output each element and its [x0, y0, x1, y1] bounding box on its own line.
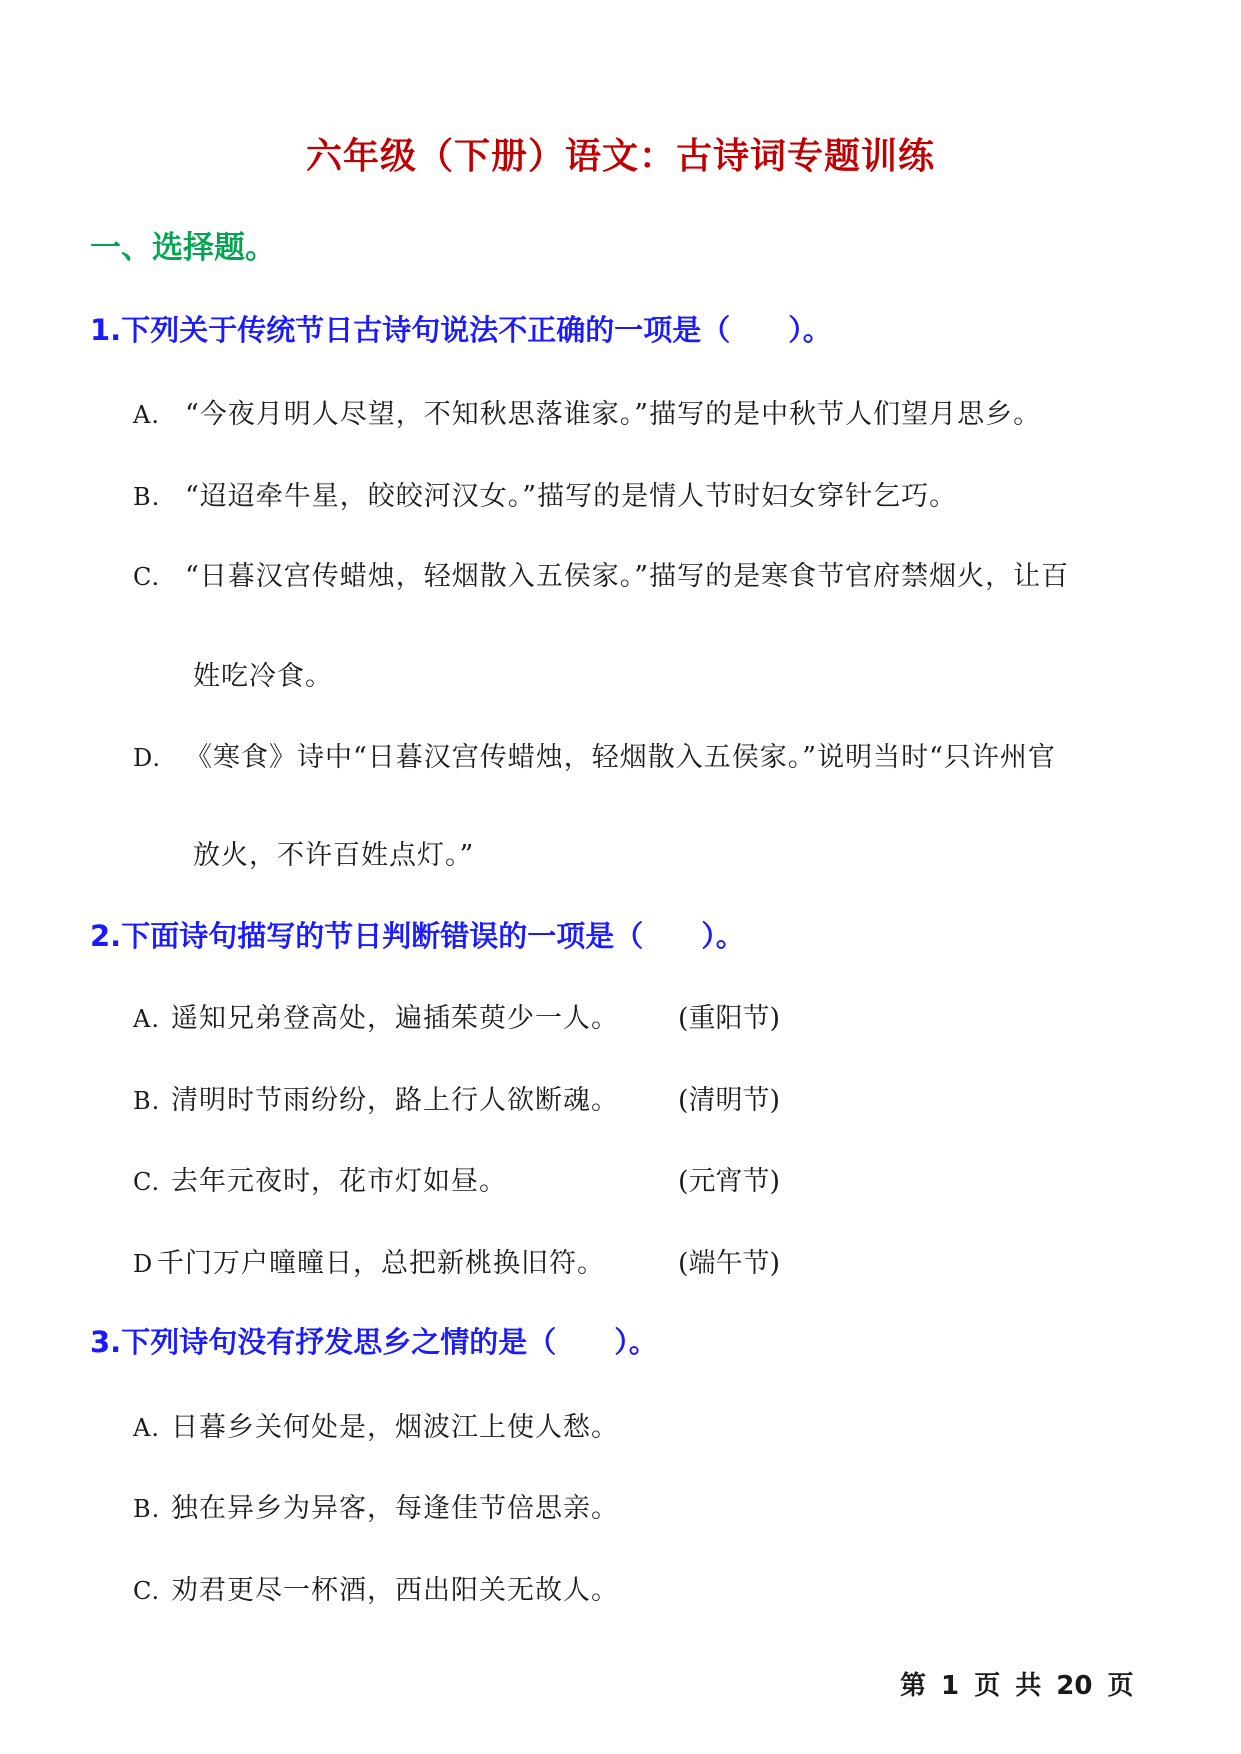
question-3-option-c: [133, 1568, 619, 1607]
question-3-option-a: [133, 1405, 619, 1444]
option-letter: A.: [133, 401, 160, 429]
option-text: 独在异乡为异客，每逢佳节倍思亲。: [171, 1493, 619, 1524]
question-3-stem: 3.下列诗句没有抒发思乡之情的是（ ）。: [90, 1325, 658, 1359]
option-letter: D.: [133, 744, 162, 772]
option-text: 遥知兄弟登高处，遍插茱萸少一人。: [171, 1003, 619, 1034]
option-text: 千门万户曈曈日，总把新桃换旧符。: [157, 1248, 605, 1279]
option-text: “迢迢牵牛星，皎皎河汉女。”描写的是情人节时妇女穿针乞巧。: [185, 481, 958, 512]
option-letter: A.: [133, 1005, 160, 1033]
question-2-option-d: [133, 1241, 605, 1280]
option-letter: C.: [133, 1168, 161, 1196]
option-letter: B.: [133, 1087, 161, 1115]
section-heading: 一、选择题。: [90, 230, 276, 266]
question-2-option-c: [133, 1159, 507, 1198]
option-letter: D: [133, 1250, 154, 1278]
option-text: 劝君更尽一杯酒，西出阳关无故人。: [171, 1575, 619, 1606]
option-text: 《寒食》诗中“日暮汉宫传蜡烛，轻烟散入五侯家。”说明当时“只许州官: [185, 742, 1056, 773]
option-letter: B.: [133, 1495, 161, 1523]
option-letter: B.: [133, 483, 161, 511]
option-text: 清明时节雨纷纷，路上行人欲断魂。: [171, 1085, 619, 1116]
question-2-option-c-festival: (元宵节): [678, 1166, 781, 1197]
option-text: 去年元夜时，花市灯如昼。: [171, 1166, 507, 1197]
option-letter: A.: [133, 1414, 160, 1442]
question-2-option-b: [133, 1078, 619, 1117]
option-text: 日暮乡关何处是，烟波江上使人愁。: [171, 1412, 619, 1443]
question-2-stem: 2.下面诗句描写的节日判断错误的一项是（ ）。: [90, 919, 745, 953]
question-2-option-d-festival: (端午节): [678, 1248, 781, 1279]
question-1-option-c: [133, 554, 1069, 593]
question-1-option-d: [133, 735, 1056, 774]
option-text: “今夜月明人尽望，不知秋思落谁家。”描写的是中秋节人们望月思乡。: [185, 399, 1042, 430]
question-1-option-b: [133, 474, 957, 513]
option-letter: C.: [133, 1577, 161, 1605]
question-3-option-b: [133, 1486, 619, 1525]
page-title: 六年级（下册）语文：古诗词专题训练: [305, 136, 935, 177]
question-1-option-a: [133, 392, 1041, 431]
question-1-option-c-continued: 姓吃冷食。: [193, 661, 333, 692]
question-2-option-a: [133, 996, 619, 1035]
question-1-stem: 1.下列关于传统节日古诗句说法不正确的一项是（ ）。: [90, 313, 832, 347]
question-2-option-b-festival: (清明节): [678, 1085, 781, 1116]
option-text: “日暮汉宫传蜡烛，轻烟散入五侯家。”描写的是寒食节官府禁烟火，让百: [185, 561, 1070, 592]
page-number: 第 1 页 共 20 页: [900, 1671, 1134, 1701]
question-2-option-a-festival: (重阳节): [678, 1003, 781, 1034]
option-letter: C.: [133, 563, 161, 591]
question-1-option-d-continued: 放火，不许百姓点灯。”: [193, 840, 475, 871]
